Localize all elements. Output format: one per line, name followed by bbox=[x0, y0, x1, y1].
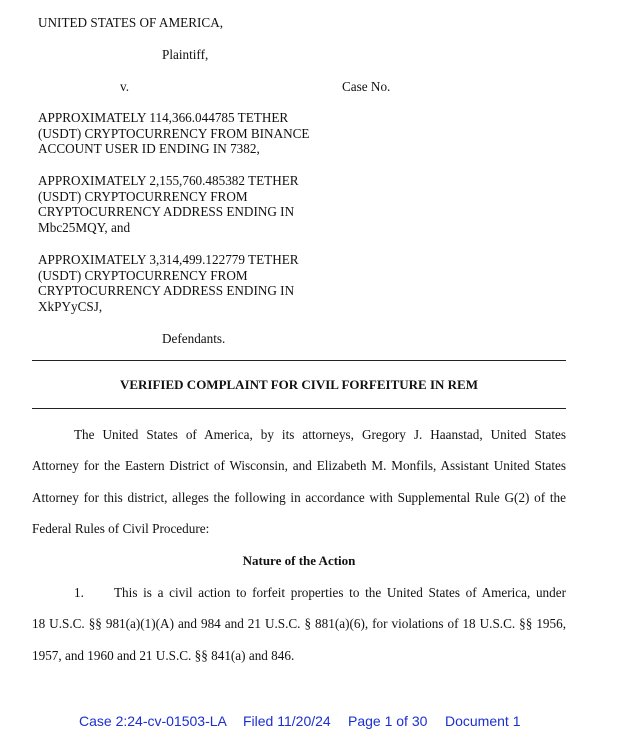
title-rule-bottom bbox=[32, 408, 566, 409]
defendant-1 bbox=[38, 110, 309, 157]
defendants-role: Defendants. bbox=[162, 331, 226, 346]
defendant-1-line: ACCOUNT USER ID ENDING IN 7382, bbox=[38, 141, 260, 157]
footer-page-count: Page 1 of 30 bbox=[348, 713, 428, 729]
defendant-1-line: APPROXIMATELY 114,366.044785 TETHER bbox=[38, 110, 289, 125]
paragraph-line: This is a civil action to forfeit properties to the United States of America, under bbox=[114, 585, 566, 600]
defendant-2-line: APPROXIMATELY 2,155,760.485382 TETHER bbox=[38, 173, 299, 188]
defendant-3-line: APPROXIMATELY 3,314,499.122779 TETHER bbox=[38, 252, 299, 267]
intro-line: Attorney for the Eastern District of Wisconsin, and Elizabeth M. Monfils, Assistant United States bbox=[32, 458, 566, 473]
plaintiff-name: UNITED STATES OF AMERICA, bbox=[38, 15, 224, 30]
defendant-2-line: CRYPTOCURRENCY ADDRESS ENDING IN bbox=[38, 204, 295, 220]
complaint-title: VERIFIED COMPLAINT FOR CIVIL FORFEITURE IN REM bbox=[119, 377, 478, 392]
defendant-3 bbox=[38, 252, 299, 314]
paragraph-line: 18 U.S.C. §§ 981(a)(1)(A) and 984 and 21 U.S.C. § 881(a)(6), for violations of 18 U.S.C. §§ 1956, bbox=[32, 616, 566, 631]
footer-document-number: Document 1 bbox=[445, 713, 521, 729]
defendant-1-line: (USDT) CRYPTOCURRENCY FROM BINANCE bbox=[38, 125, 310, 141]
plaintiff-role: Plaintiff, bbox=[162, 47, 209, 62]
footer-filed-date: Filed 11/20/24 bbox=[243, 713, 331, 729]
defendant-3-line: XkPYyCSJ, bbox=[38, 298, 103, 314]
defendant-2-line: Mbc25MQY, and bbox=[38, 219, 131, 235]
defendant-3-line: CRYPTOCURRENCY ADDRESS ENDING IN bbox=[38, 283, 295, 299]
section-heading: Nature of the Action bbox=[242, 553, 356, 568]
defendant-3-line: (USDT) CRYPTOCURRENCY FROM bbox=[38, 267, 248, 283]
defendant-2 bbox=[38, 173, 299, 235]
footer-case-number: Case 2:24-cv-01503-LA bbox=[79, 713, 227, 729]
paragraph-line: 1957, and 1960 and 21 U.S.C. §§ 841(a) and 846. bbox=[32, 648, 295, 663]
paragraph-number: 1. bbox=[74, 585, 84, 600]
defendant-2-line: (USDT) CRYPTOCURRENCY FROM bbox=[38, 188, 248, 204]
case-number-label: Case No. bbox=[342, 79, 391, 94]
intro-line: Attorney for this district, alleges the following in accordance with Supplemental Rule G(2) of the bbox=[32, 490, 566, 505]
intro-line: The United States of America, by its attorneys, Gregory J. Haanstad, United States bbox=[74, 427, 566, 442]
versus-label: v. bbox=[120, 79, 130, 94]
title-rule-top bbox=[32, 360, 566, 361]
intro-line: Federal Rules of Civil Procedure: bbox=[32, 521, 210, 536]
